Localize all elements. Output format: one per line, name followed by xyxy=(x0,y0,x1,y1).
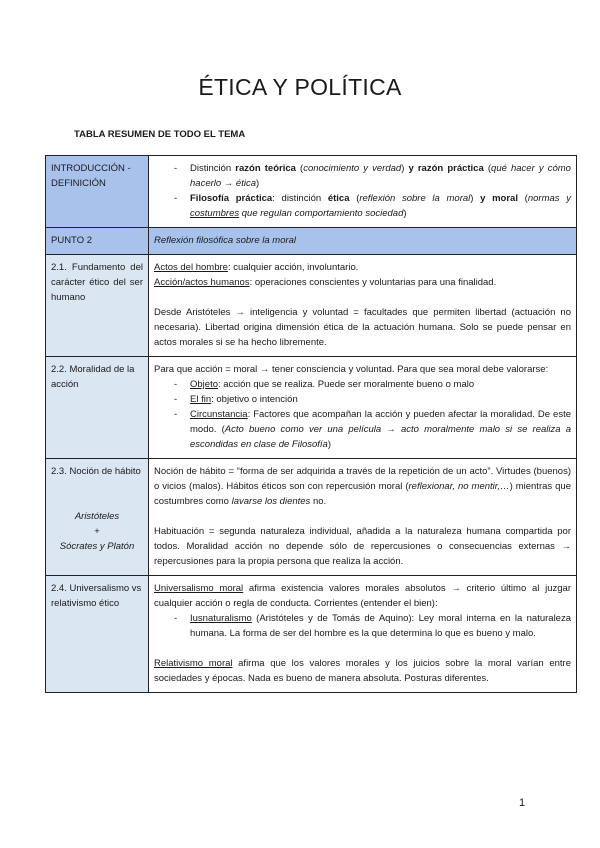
intro-list xyxy=(154,161,571,221)
intro-label: INTRODUCCIÓN - DEFINICIÓN xyxy=(51,163,131,189)
intro-content-cell xyxy=(149,156,577,228)
list-item: - Filosofía práctica: distinción ética (reflexión sobre la moral) y moral (normas y costumbres que regulan comportamiento sociedad) xyxy=(154,191,571,221)
row23-author-1: Aristóteles xyxy=(74,511,120,522)
list-item: - Distinción razón teórica (conocimiento y verdad) y razón práctica (qué hacer y cómo hacerlo → ética) xyxy=(154,161,571,191)
page-number: 1 xyxy=(519,797,526,809)
punto2-text: Reflexión filosófica sobre la moral xyxy=(154,235,297,246)
row24-paragraph-1: Universalismo moral afirma existencia valores morales absolutos → criterio último al juzgar cualquier acción o regla de conducta. Corrientes (entender el bien): xyxy=(154,583,571,609)
table-row xyxy=(46,156,577,228)
list-item: - Objeto: acción que se realiza. Puede ser moralmente bueno o malo xyxy=(154,377,571,392)
row21-label-cell xyxy=(46,255,149,357)
row24-paragraph-2: Relativismo moral afirma que los valores morales y los juicios sobre la moral varían entre sociedades y épocas. Nada es bueno de manera absoluta. Posturas diferentes. xyxy=(154,658,571,684)
row21-paragraph: Desde Aristóteles → inteligencia y voluntad = facultades que permiten libertad (actuación no necesaria). Libertad origina dimensión ética de la actuación humana. Solo se puede pensar en actos morales si se ha hecho libremente. xyxy=(154,307,571,348)
list-item: - El fin: objetivo o intención xyxy=(154,392,571,407)
row23-paragraph-1: Noción de hábito = “forma de ser adquirida a través de la repetición de un acto”. Virtudes (buenos) o vicios (malos). Hábitos éticos son con repercusión moral (reflexionar, no mentir,…) mientras que costumbres como lavarse los dientes no. xyxy=(154,466,571,507)
table-row xyxy=(46,357,577,459)
summary-table xyxy=(45,155,577,693)
table-row xyxy=(46,459,577,576)
row22-list xyxy=(154,377,571,452)
table-subtitle: TABLA RESUMEN DE TODO EL TEMA xyxy=(74,129,246,140)
row22-label-cell xyxy=(46,357,149,459)
row24-label: 2.4. Universalismo vs relativismo ético xyxy=(51,583,142,609)
row24-label-cell xyxy=(46,576,149,693)
row24-list xyxy=(154,611,571,641)
row22-intro: Para que acción = moral → tener consciencia y voluntad. Para que sea moral debe valorarse: xyxy=(154,364,549,375)
row22-label: 2.2. Moralidad de la acción xyxy=(51,364,135,390)
list-item: - Circunstancia: Factores que acompañan la acción y pueden afectar la moralidad. De este modo. (Acto bueno como ver una película → acto moralmente malo si se realiza a escondidas en clase de Filosofía) xyxy=(154,407,571,452)
row21-line1: Actos del hombre: cualquier acción, involuntario. xyxy=(154,262,359,273)
row21-line2: Acción/actos humanos: operaciones conscientes y voluntarias para una finalidad. xyxy=(154,277,497,288)
row22-content-cell xyxy=(149,357,577,459)
row23-author-2: Sócrates y Platón xyxy=(59,541,135,552)
table-row xyxy=(46,228,577,255)
table-row xyxy=(46,255,577,357)
row23-label: 2.3. Noción de hábito xyxy=(51,466,141,477)
row21-label: 2.1. Fundamento del carácter ético del ser humano xyxy=(51,262,143,303)
row23-label-cell xyxy=(46,459,149,576)
row23-paragraph-2: Habituación = segunda naturaleza individual, añadida a la naturaleza humana compartida por todos. Moralidad acción no depende sólo de repercusiones o consecuencias externas → repercusiones para la propia persona que realiza la acción. xyxy=(154,526,571,567)
row24-content-cell xyxy=(149,576,577,693)
intro-label-cell xyxy=(46,156,149,228)
list-item: - Iusnaturalismo (Aristóteles y de Tomás de Aquino): Ley moral interna en la naturaleza humana. La forma de ser del hombre es la que determina lo que es bueno y malo. xyxy=(154,611,571,641)
page-title: ÉTICA Y POLÍTICA xyxy=(198,74,402,100)
punto2-content-cell xyxy=(149,228,577,255)
punto2-label-cell xyxy=(46,228,149,255)
punto2-label: PUNTO 2 xyxy=(51,235,93,246)
row23-plus: + xyxy=(94,526,100,537)
row23-content-cell xyxy=(149,459,577,576)
row21-content-cell xyxy=(149,255,577,357)
table-row xyxy=(46,576,577,693)
